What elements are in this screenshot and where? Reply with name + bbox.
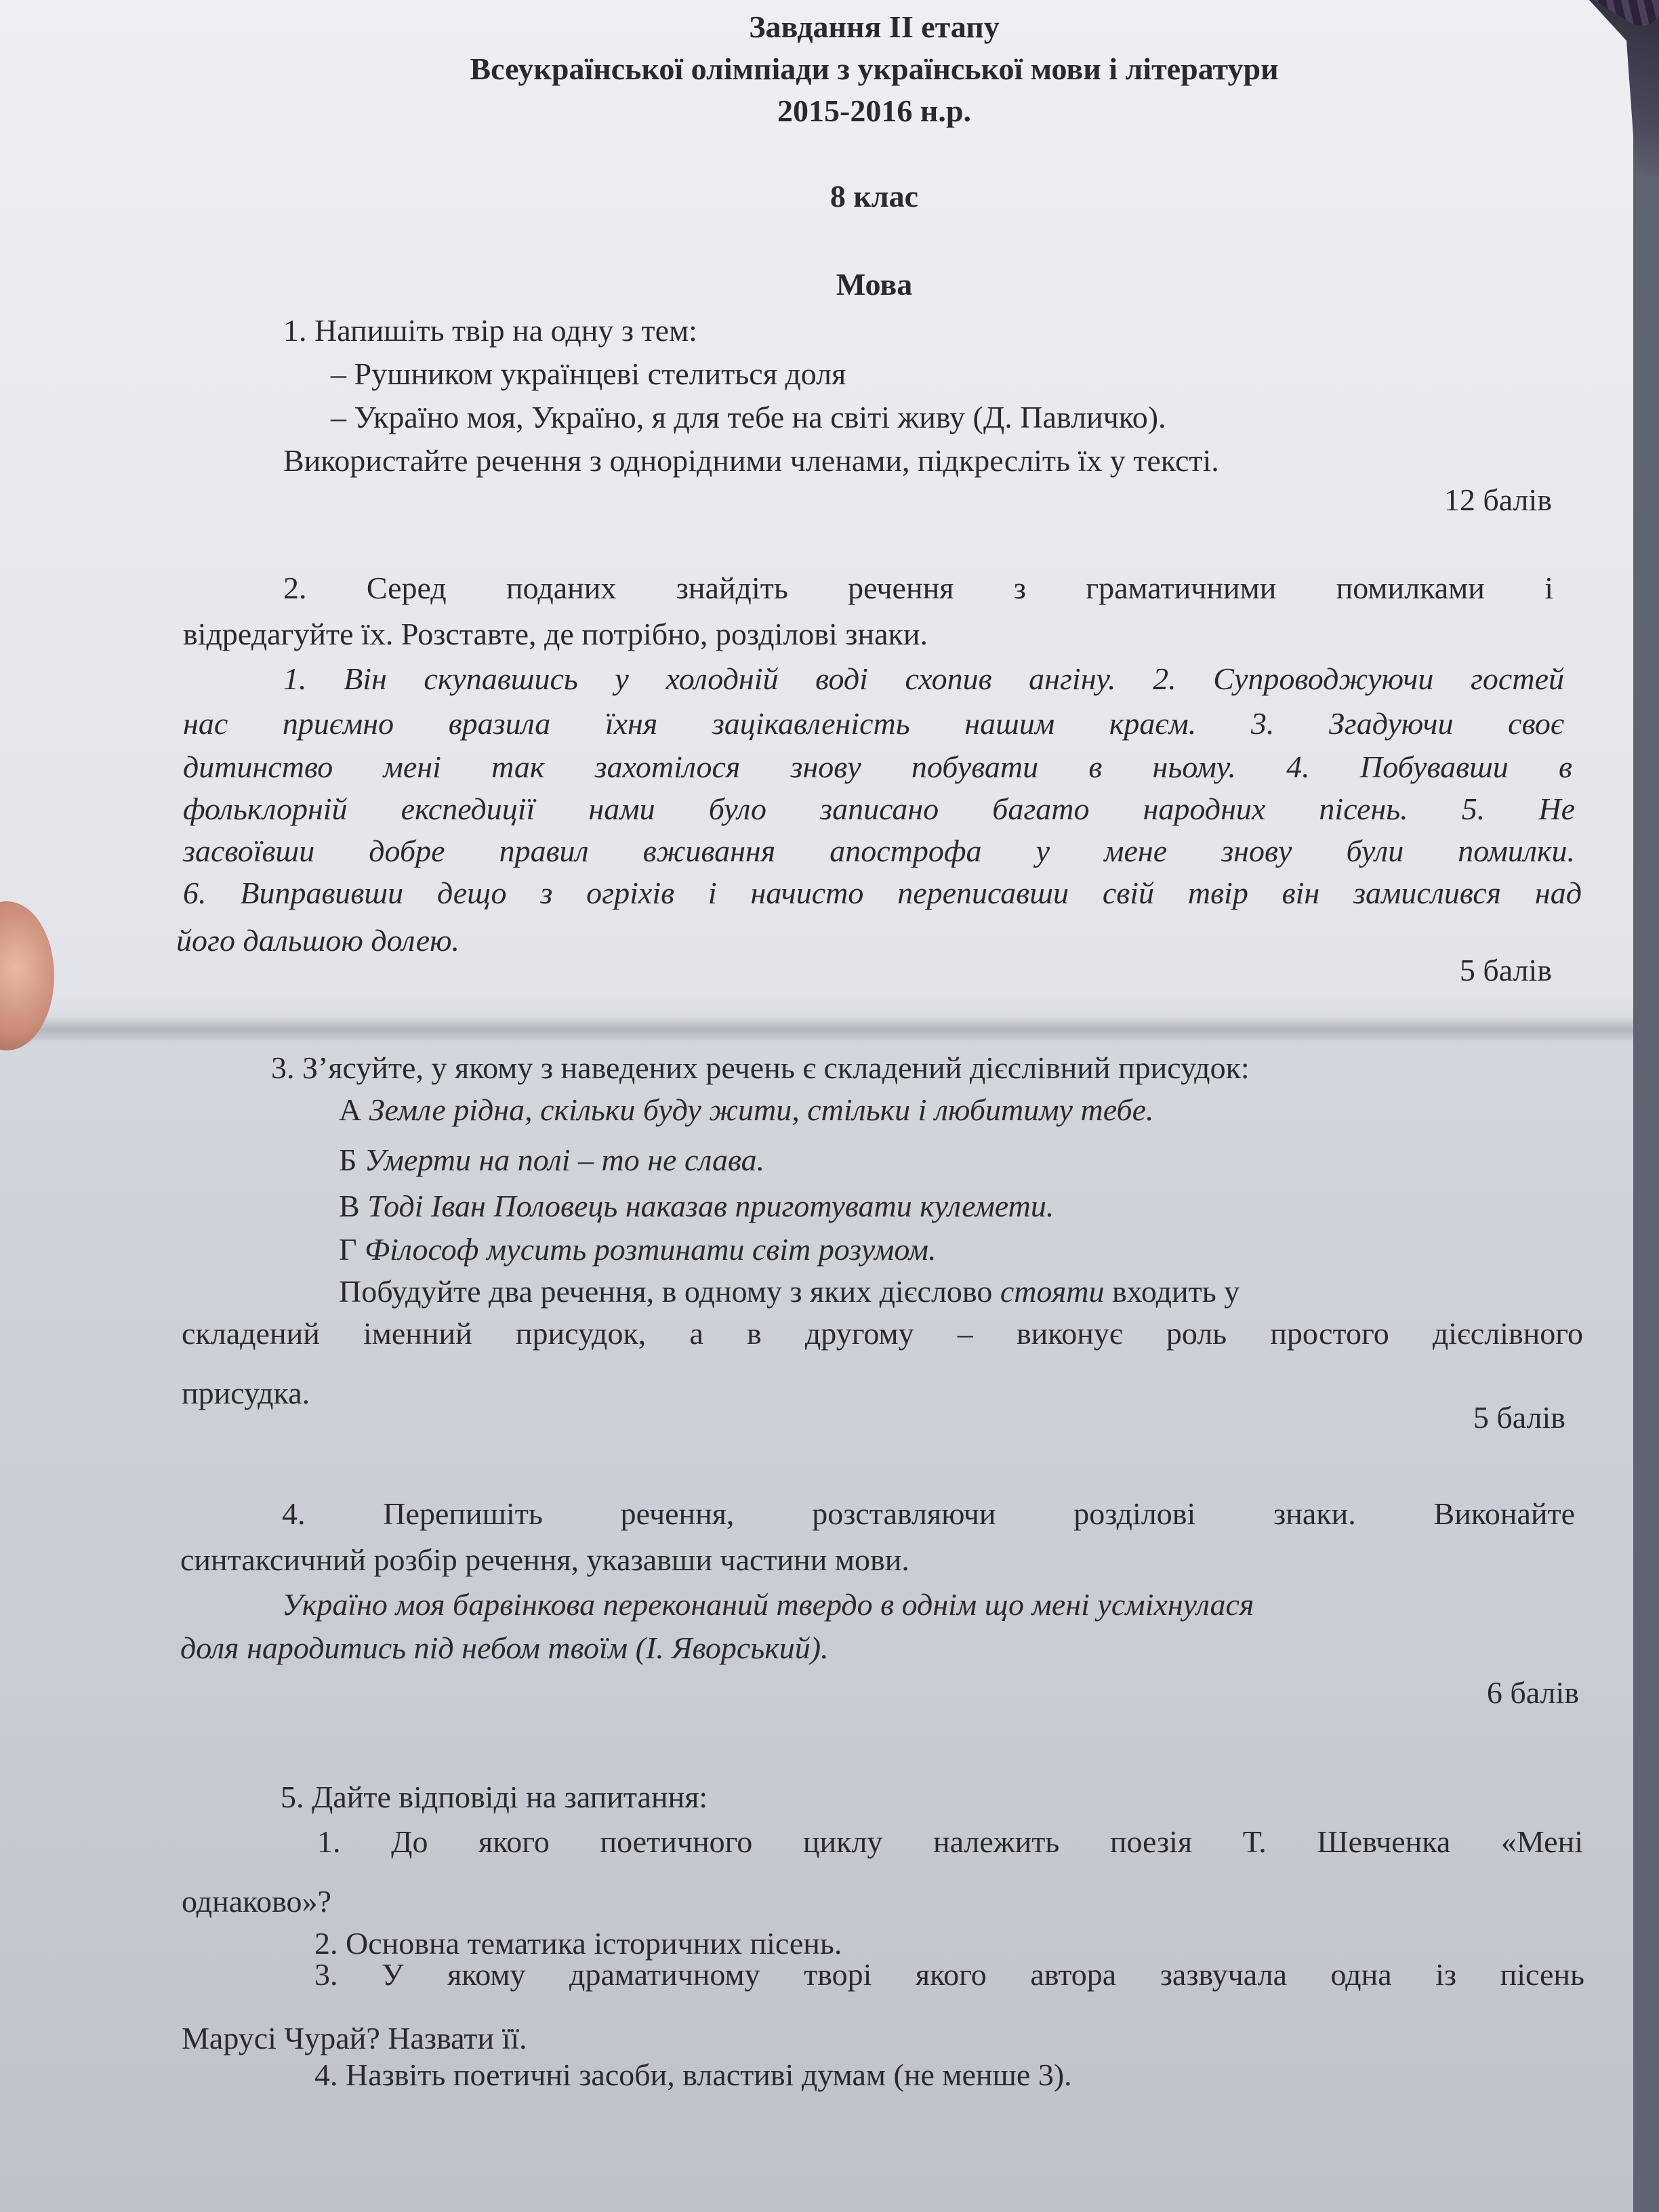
task3-build-line2: складений іменний присудок, а в другому – виконує роль простого дієслівного [182,1316,1583,1351]
task5-q3-line2: Марусі Чурай? Назвати її. [182,2021,527,2055]
task3-points: 5 балів [1473,1400,1565,1435]
school-year: 2015-2016 н.р. [777,94,971,128]
task5-q1-line2: однаково»? [182,1884,331,1919]
task3-option-c-letter: В [339,1189,360,1223]
task3-option-c-text: Тоді Іван Половець наказав приготувати кулемети. [367,1189,1054,1223]
task3-option-b-text: Умерти на полі – то не слава. [364,1143,765,1177]
task5-q4: 4. Назвіть поетичні засоби, властиві думам (не менше 3). [314,2057,1072,2092]
task3-option-a [339,1091,1154,1129]
task3-lead: 3. З’ясуйте, у якому з наведених речень є складений дієслівний присудок: [271,1050,1250,1085]
task5-lead: 5. Дайте відповіді на запитання: [281,1780,708,1814]
title-line-2: Всеукраїнської олімпіади з української мови і літератури [470,52,1279,86]
task5-q3-line1: 3. У якому драматичному творі якого автора зазвучала одна із пісень [314,1957,1584,1992]
task1-points: 12 балів [1443,483,1552,517]
grade: 8 клас [830,179,919,213]
task2-sentence-line-7: його дальшою долею. [176,923,460,958]
task2-lead-line1: 2. Серед поданих знайдіть речення з граматичними помилками і [283,571,1553,605]
task2-sentence-line-6: 6. Виправивши дещо з огріхів і начисто переписавши свій твір він замислився над [183,876,1582,910]
task2-sentence-line-3: дитинство мені так захотілося знову побувати в ньому. 4. Побувавши в [183,750,1572,784]
task3-option-d-text: Філософ мусить розтинати світ розумом. [365,1232,937,1267]
task1-lead: 1. Напишіть твір на одну з тем: [283,313,697,348]
title-line-1: Завдання ІІ етапу [749,9,1000,44]
task3-build-text-a: Побудуйте два речення, в одному з яких дієслово [339,1274,993,1309]
task5-q1-line1: 1. До якого поетичного циклу належить поезія Т. Шевченка «Мені [317,1824,1583,1859]
task1-note: Використайте речення з однорідними членами, підкресліть їх у тексті. [283,443,1219,478]
task3-build-word: стояти [1000,1274,1105,1309]
task2-sentence-line-5: засвоївши добре правил вживання апострофа у мене знову були помилки. [183,834,1575,868]
task4-lead-line1: 4. Перепишіть речення, розставляючи розділові знаки. Виконайте [282,1496,1575,1531]
task3-build-line3: присудка. [182,1376,310,1410]
task2-points: 5 балів [1459,953,1552,987]
task3-option-a-text: Земле рідна, скільки буду жити, стільки і любитиму тебе. [369,1092,1154,1127]
task4-points: 6 балів [1486,1675,1579,1710]
section-title: Мова [836,267,913,302]
task2-lead-line2: відредагуйте їх. Розставте, де потрібно, розділові знаки. [183,617,928,651]
task2-sentence-line-1: 1. Він скупавшись у холодній воді схопив ангіну. 2. Супроводжуючи гостей [283,661,1564,696]
task2-sentence-line-4: фольклорній експедиції нами було записано багато народних пісень. 5. Не [183,792,1575,826]
task3-option-b-letter: Б [339,1143,357,1177]
task3-option-c [339,1187,1054,1225]
task2-sentence-line-2: нас приємно вразила їхня зацікавленість нашим краєм. 3. Згадуючи своє [183,706,1564,741]
task3-option-d [339,1231,937,1269]
task1-theme-2: – Україно моя, Україно, я для тебе на світі живу (Д. Павличко). [331,400,1166,434]
task4-quote-line1: Україно моя барвінкова переконаний твердо в однім що мені усміхнулася [282,1587,1254,1622]
task3-option-b [339,1141,764,1179]
task3-build-text-b: входить у [1111,1274,1240,1309]
task3-option-d-letter: Г [339,1232,357,1267]
task1-theme-1: – Рушником українцеві стелиться доля [331,356,846,391]
task4-lead-line2: синтаксичний розбір речення, указавши частини мови. [180,1542,909,1577]
task5-q2: 2. Основна тематика історичних пісень. [314,1926,842,1961]
task3-build-line1 [339,1273,1240,1311]
task4-quote-line2: доля народитись під небом твоїм (І. Яворський). [180,1631,829,1665]
task3-option-a-letter: А [339,1092,362,1127]
